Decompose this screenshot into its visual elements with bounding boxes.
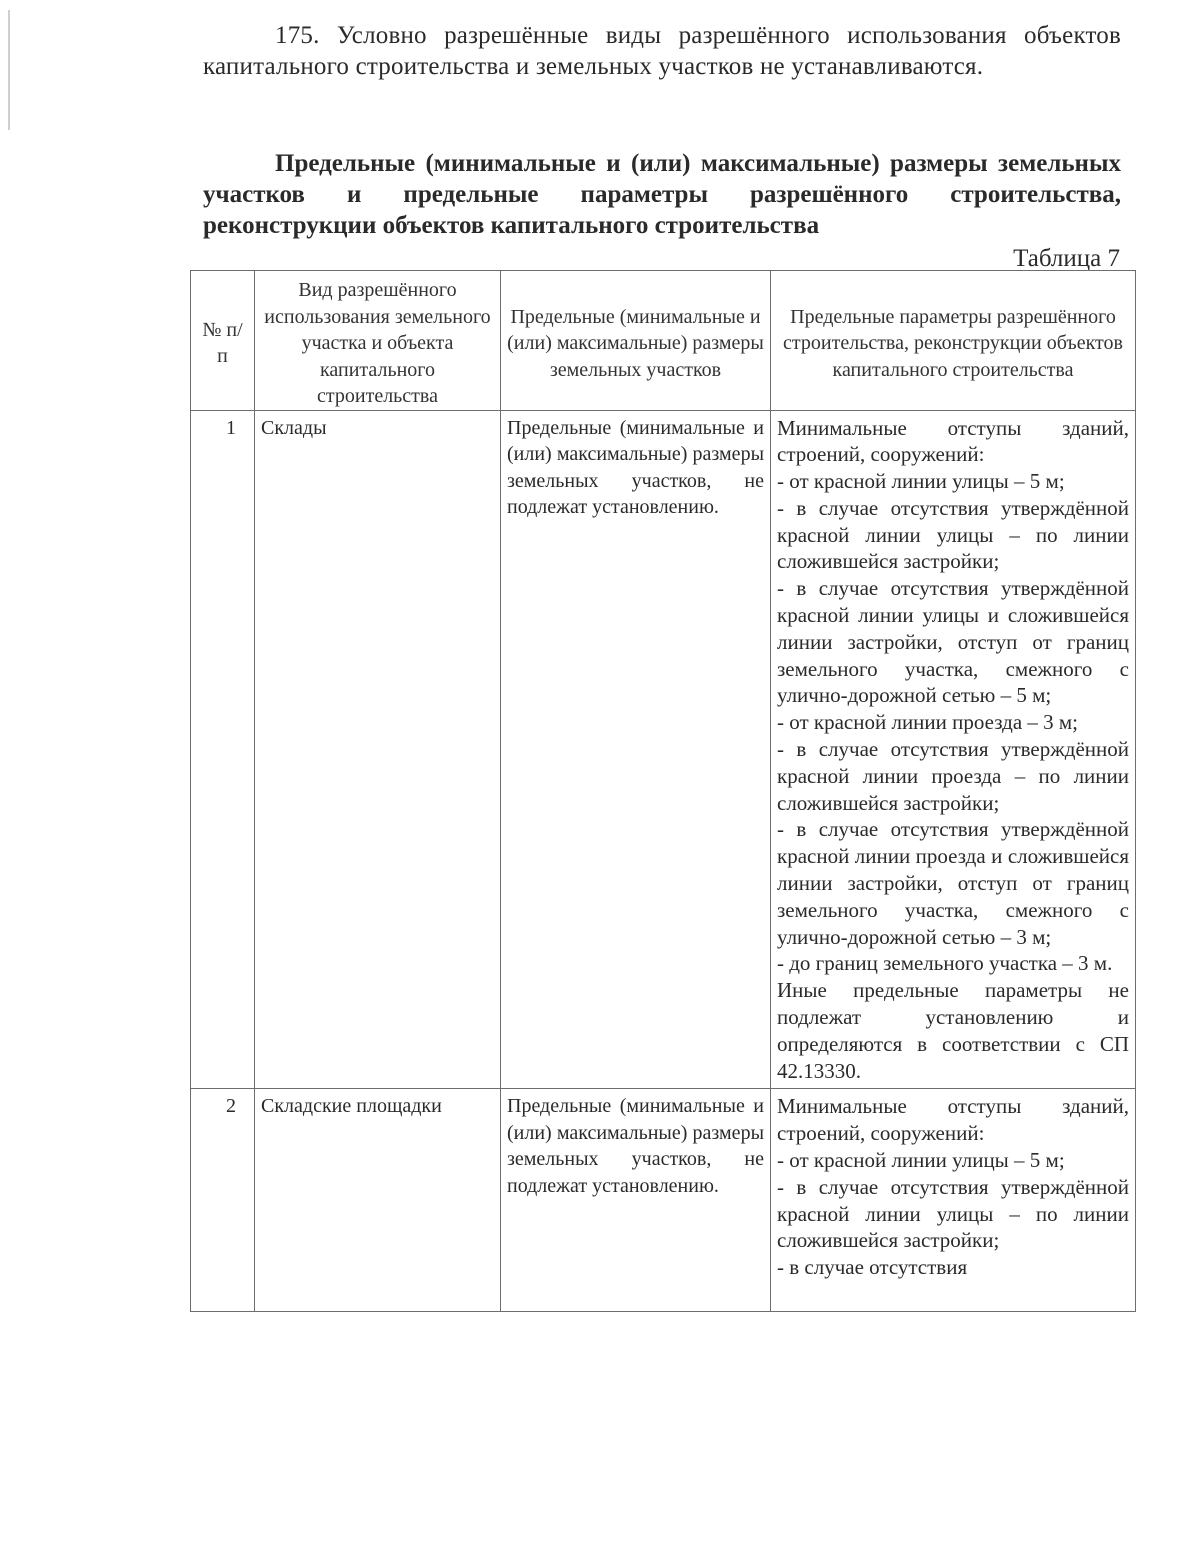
row-num: 1 [191,410,255,1089]
param-line: - от красной линии проезда – 3 м; [777,710,1079,735]
param-line: - в случае отсутствия утверждённой красной линии улицы и сложившейся линии застройки, отступ от границ земельного участка, смежного с улично-дорожной сетью – 5 м; [777,576,1129,708]
header-build-params: Предельные параметры разрешённого строительства, реконструкции объектов капитального строительства [771,271,1136,411]
row-use-type: Складские площадки [255,1089,501,1312]
param-line: - в случае отсутствия утверждённой красной линии улицы – по линии сложившейся застройки; [777,495,1129,574]
param-line: - в случае отсутствия [777,1255,968,1280]
param-line: - до границ земельного участка – 3 м. [777,951,1113,976]
params-clip [777,1093,1129,1307]
table-caption: Таблица 7 [1013,245,1120,272]
scan-page-edge [8,10,10,130]
row-plot-size: Предельные (минимальные и (или) максимальные) размеры земельных участков, не подлежат установлению. [501,410,771,1089]
row-build-params [771,1089,1136,1312]
table-row [191,410,1136,1089]
param-line: - в случае отсутствия утверждённой красной линии улицы – по линии сложившейся застройки; [777,1174,1129,1253]
row-plot-size: Предельные (минимальные и (или) максимальные) размеры земельных участков, не подлежат установлению. [501,1089,771,1312]
param-line: Минимальные отступы зданий, строений, сооружений: [777,415,1129,467]
section-heading: Предельные (минимальные и (или) максимальные) размеры земельных участков и предельные параметры разрешённого строительства, реконструкции объектов капитального строительства [203,150,1121,239]
table-row [191,1089,1136,1312]
header-plot-size: Предельные (минимальные и (или) максимальные) размеры земельных участков [501,271,771,411]
param-line: Минимальные отступы зданий, строений, сооружений: [777,1094,1129,1146]
param-line: - от красной линии улицы – 5 м; [777,1148,1065,1173]
param-line: Иные предельные параметры не подлежат установлению и определяются в соответствии с СП 42.13330. [777,978,1129,1083]
param-line: - в случае отсутствия утверждённой красной линии проезда и сложившейся линии застройки, отступ от границ земельного участка, смежного с улично-дорожной сетью – 3 м; [777,817,1129,949]
param-line: - в случае отсутствия утверждённой красной линии проезда – по линии сложившейся застройки; [777,737,1129,815]
table-7 [190,270,1135,1312]
row-build-params [771,410,1136,1089]
table-header-row [191,271,1136,411]
header-use-type: Вид разрешённого использования земельного участка и объекта капитального строительства [255,271,501,411]
paragraph-175: 175. Условно разрешённые виды разрешённого использования объектов капитального строительства и земельных участков не устанавливаются. [203,22,1121,80]
row-num: 2 [191,1089,255,1312]
regulations-table [190,270,1136,1312]
param-line: - от красной линии улицы – 5 м; [777,469,1065,494]
row-use-type: Склады [255,410,501,1089]
header-num: № п/п [191,271,255,411]
